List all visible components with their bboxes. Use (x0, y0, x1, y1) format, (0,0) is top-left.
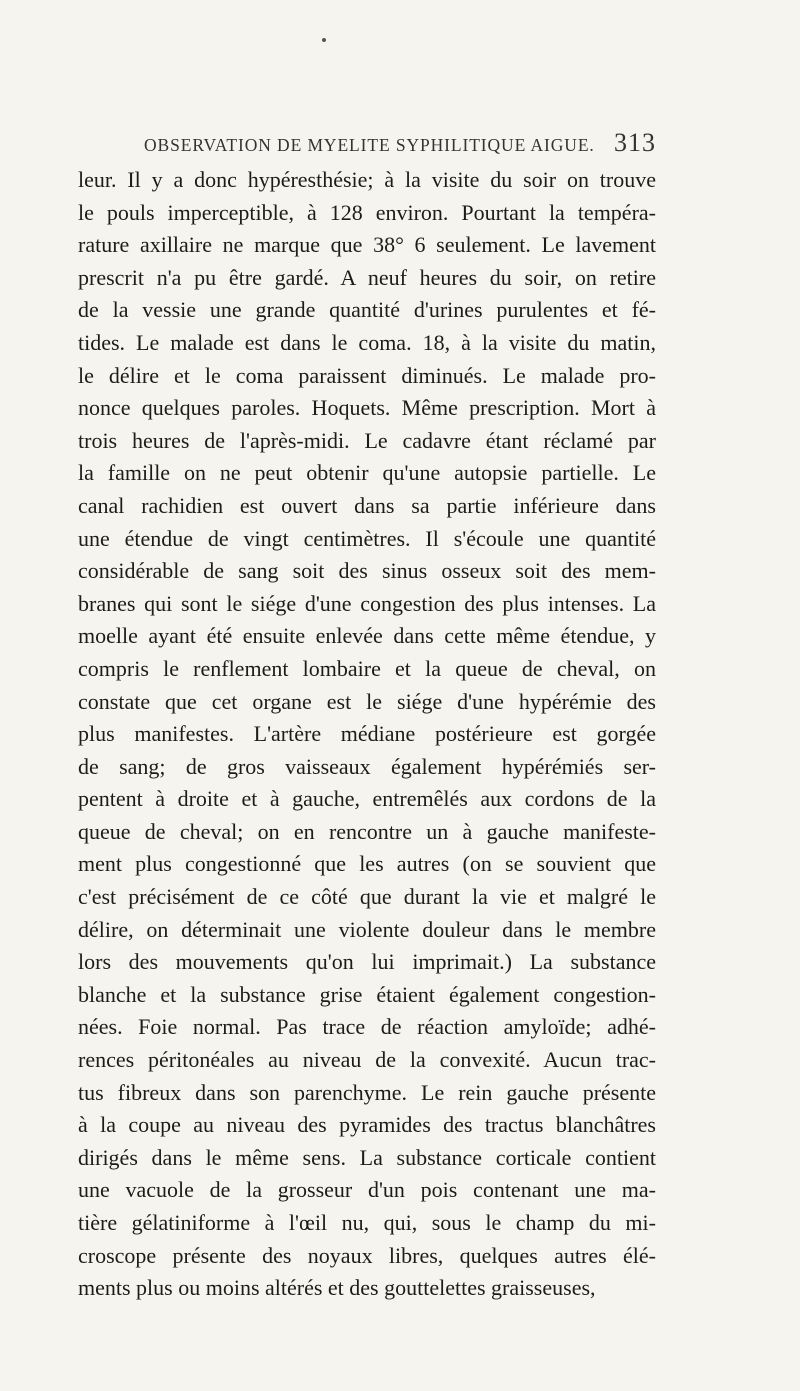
page-number: 313 (614, 128, 656, 157)
text-line: lors des mouvements qu'on lui imprimait.) La substance (78, 949, 656, 975)
text-line: une vacuole de la grosseur d'un pois contenant une ma- (78, 1177, 656, 1203)
print-speck (322, 38, 326, 42)
text-line: de sang; de gros vaisseaux également hypérémiés ser- (78, 753, 656, 779)
text-line: constate que cet organe est le siége d'une hypérémie des (78, 688, 656, 714)
text-line: le pouls imperceptible, à 128 environ. Pourtant la tempéra- (78, 199, 656, 225)
text-line: tus fibreux dans son parenchyme. Le rein gauche présente (78, 1079, 656, 1105)
text-line: queue de cheval; on en rencontre un à gauche manifeste- (78, 818, 656, 844)
text-line: ment plus congestionné que les autres (on se souvient que (78, 851, 656, 877)
text-line: ments plus ou moins altérés et des gouttelettes graisseuses, (78, 1275, 596, 1301)
text-line: moelle ayant été ensuite enlevée dans cette même étendue, y (78, 623, 656, 649)
text-line: trois heures de l'après-midi. Le cadavre étant réclamé par (78, 427, 656, 453)
text-line: tière gélatiniforme à l'œil nu, qui, sous le champ du mi- (78, 1210, 656, 1235)
text-line: plus manifestes. L'artère médiane postérieure est gorgée (78, 721, 656, 747)
text-line: compris le renflement lombaire et la queue de cheval, on (78, 655, 656, 681)
text-line: le délire et le coma paraissent diminués. Le malade pro- (78, 362, 656, 388)
text-line: de la vessie une grande quantité d'urines purulentes et fé- (78, 297, 656, 323)
text-line: délire, on déterminait une violente douleur dans le membre (78, 916, 656, 942)
text-line: nées. Foie normal. Pas trace de réaction amyloïde; adhé- (78, 1014, 656, 1040)
text-line: canal rachidien est ouvert dans sa partie inférieure dans (78, 492, 656, 518)
text-line: dirigés dans le même sens. La substance corticale contient (78, 1144, 656, 1170)
text-line: la famille on ne peut obtenir qu'une autopsie partielle. Le (78, 460, 656, 486)
running-title: OBSERVATION DE MYELITE SYPHILITIQUE AIGUE. (144, 135, 595, 155)
text-line: leur. Il y a donc hypéresthésie; à la visite du soir on trouve (78, 167, 656, 192)
text-line: pentent à droite et à gauche, entremêlés aux cordons de la (78, 786, 656, 812)
text-line: considérable de sang soit des sinus osseux soit des mem- (78, 558, 656, 584)
text-line: nonce quelques paroles. Hoquets. Même prescription. Mort à (78, 395, 656, 421)
text-line: à la coupe au niveau des pyramides des tractus blanchâtres (78, 1112, 656, 1138)
text-line: blanche et la substance grise étaient également congestion- (78, 981, 656, 1007)
text-line: une étendue de vingt centimètres. Il s'écoule une quantité (78, 525, 656, 551)
text-line: prescrit n'a pu être gardé. A neuf heures du soir, on retire (78, 264, 656, 290)
text-line: branes qui sont le siége d'une congestion des plus intenses. La (78, 590, 656, 616)
text-line: rences péritonéales au niveau de la convexité. Aucun trac- (78, 1047, 656, 1073)
text-line: croscope présente des noyaux libres, quelques autres élé- (78, 1242, 656, 1268)
text-line: tides. Le malade est dans le coma. 18, à la visite du matin, (78, 329, 656, 355)
running-header (144, 128, 656, 162)
text-line: c'est précisément de ce côté que durant la vie et malgré le (78, 884, 656, 910)
text-line: rature axillaire ne marque que 38° 6 seulement. Le lavement (78, 232, 656, 258)
body-text (78, 164, 656, 1305)
